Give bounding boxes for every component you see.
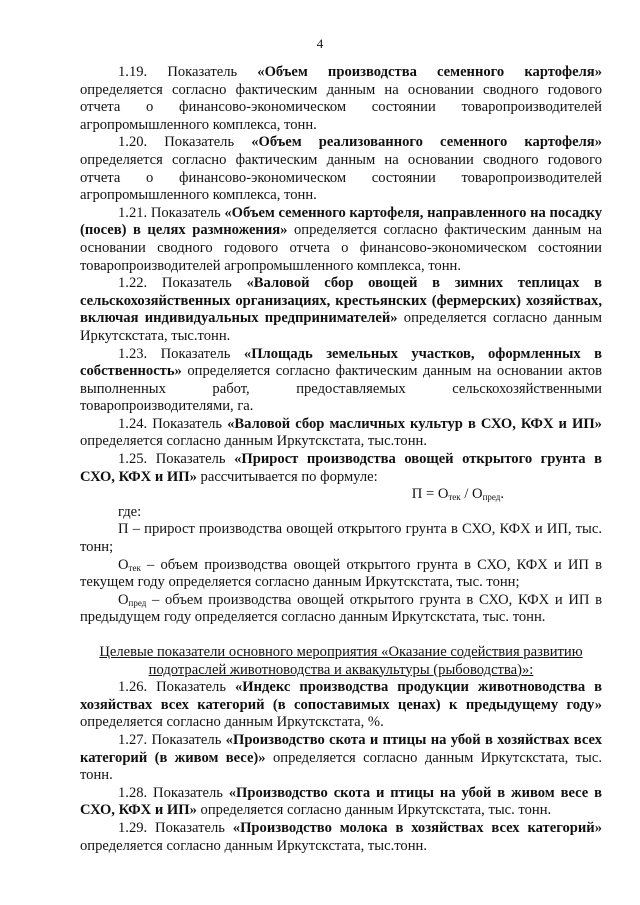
- definition-o-tek: $О_{тек}$ – объем производства овощей открытого грунта в СХО, КФХ и ИП в текущем году определяется согласно данным Иркутскстата, тыс. тонн;: [80, 556, 602, 591]
- paragraph-1-28: 1.28. Показатель «Производство скота и птицы на убой в живом весе в СХО, КФХ и ИП» определяется согласно данным Иркутскстата, тыс. тонн.: [80, 784, 602, 819]
- paragraph-1-26: 1.26. Показатель «Индекс производства продукции животноводства в хозяйствах всех категорий (в сопоставимых ценах) к предыдущему году» определяется согласно данным Иркутскстата, %.: [80, 679, 602, 731]
- indicator-title: «Индекс производства продукции животноводства в хозяйствах всех категорий (в сопоставимых ценах) к предыдущему году»: [80, 679, 602, 713]
- indicator-title: «Объем производства семенного картофеля»: [257, 64, 602, 80]
- paragraph-1-25: 1.25. Показатель «Прирост производства овощей открытого грунта в СХО, КФХ и ИП» рассчитывается по формуле:: [80, 451, 602, 485]
- paragraph-1-21: 1.21. Показатель «Объем семенного картофеля, направленного на посадку (посев) в целях размножения» определяется согласно фактическим данным на основании сводного годового отчета о финансово-экономическом состоянии товаропроизводителей агропромышленного комплекса, тонн.: [80, 204, 603, 274]
- indicator-title: «Объем семенного картофеля, направленного на посадку (посев) в целях размножения»: [80, 204, 602, 239]
- indicator-title: «Объем реализованного семенного картофеля»: [251, 134, 603, 151]
- paragraph-1-22: 1.22. Показатель «Валовой сбор овощей в зимних теплицах в сельскохозяйственных организациях, крестьянских (фермерских) хозяйствах, включая индивидуальных предпринимателей» определяется согласно данным Иркутскстата, тыс.тонн.: [80, 275, 603, 344]
- section-heading: Целевые показатели основного мероприятия «Оказание содействия развитию подотраслей животноводства и аквакультуры (рыбоводства)»:: [99, 644, 583, 678]
- paragraph-1-23: 1.23. Показатель «Площадь земельных участков, оформленных в собственность» определяется согласно фактическим данным на основании актов выполненных работ, предоставляемых сельскохозяйственными товаропроизводителями, га.: [80, 345, 602, 415]
- paragraph-1-29: 1.29. Показатель «Производство молока в хозяйствах всех категорий» определяется согласно данным Иркутскстата, тыс.тонн.: [80, 819, 602, 854]
- definition-p: П – прирост производства овощей открытого грунта в СХО, КФХ и ИП, тыс. тонн;: [80, 521, 602, 556]
- indicator-title: «Валовой сбор масличных культур в СХО, КФХ и ИП»: [227, 415, 602, 432]
- indicator-title: «Валовой сбор овощей в зимних теплицах в сельскохозяйственных организациях, крестьянских (фермерских) хозяйствах, включая индивидуальных предпринимателей»: [80, 275, 603, 327]
- paragraph-1-19: 1.19. Показатель «Объем производства семенного картофеля» определяется согласно фактическим данным на основании сводного годового отчета о финансово-экономическом состоянии товаропроизводителей агропромышленного комплекса, тонн.: [80, 64, 602, 133]
- indicator-title: «Производство молока в хозяйствах всех категорий»: [232, 819, 602, 836]
- paragraph-1-24: 1.24. Показатель «Валовой сбор масличных культур в СХО, КФХ и ИП» определяется согласно данным Иркутскстата, тыс.тонн.: [80, 415, 602, 450]
- indicator-title: «Производство скота и птицы на убой в хозяйствах всех категорий (в живом весе)»: [80, 731, 602, 766]
- paragraph-1-20: 1.20. Показатель «Объем реализованного семенного картофеля» определяется согласно фактическим данным на основании сводного годового отчета о финансово-экономическом состоянии товаропроизводителей агропромышленного комплекса, тонн.: [80, 134, 603, 204]
- indicator-title: «Прирост производства овощей открытого грунта в СХО, КФХ и ИП»: [80, 451, 602, 485]
- where-label: где:: [118, 503, 142, 520]
- indicator-title: «Производство скота и птицы на убой в живом весе в СХО, КФХ и ИП»: [80, 784, 602, 819]
- paragraph-1-27: 1.27. Показатель «Производство скота и птицы на убой в хозяйствах всех категорий (в живом весе)» определяется согласно данным Иркутскстата, тыс. тонн.: [80, 731, 602, 784]
- formula: $П = О_{тек} / О_{пред}$.: [411, 486, 504, 503]
- document-body: [80, 64, 602, 855]
- definition-o-pred: $О_{пред}$ – объем производства овощей открытого грунта в СХО, КФХ и ИП в предыдущем году определяется согласно данным Иркутскстата, тыс. тонн.: [80, 591, 602, 626]
- spacer: [80, 627, 602, 644]
- page-number: 4: [316, 36, 324, 51]
- indicator-title: «Площадь земельных участков, оформленных в собственность»: [80, 345, 602, 380]
